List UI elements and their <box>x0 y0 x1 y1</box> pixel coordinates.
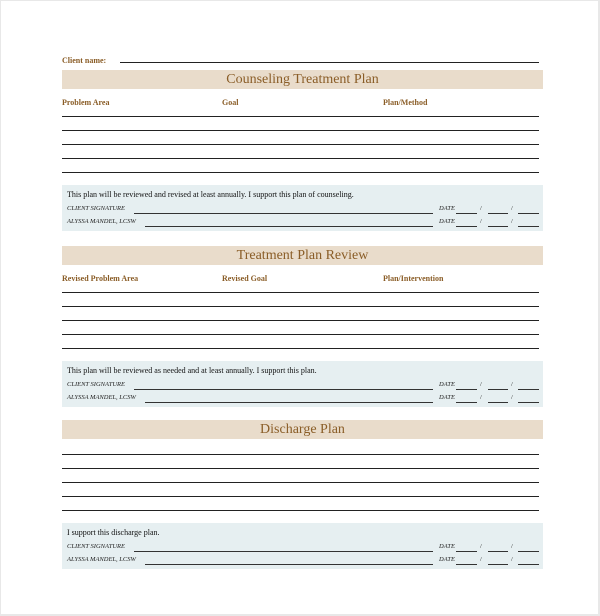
write-line[interactable] <box>62 334 539 335</box>
write-line[interactable] <box>62 292 539 293</box>
client-signature-line[interactable] <box>134 389 433 390</box>
date-year-line[interactable] <box>518 564 539 565</box>
date-day-line[interactable] <box>488 213 508 214</box>
write-line[interactable] <box>62 468 539 469</box>
date-separator: / <box>511 205 513 212</box>
date-separator: / <box>511 381 513 388</box>
date-label: DATE <box>439 556 456 563</box>
date-day-line[interactable] <box>488 564 508 565</box>
date-label: DATE <box>439 218 456 225</box>
client-signature-label: CLIENT SIGNATURE <box>67 381 125 388</box>
write-line[interactable] <box>62 144 539 145</box>
counselor-signature-row <box>67 217 539 228</box>
client-name-label: Client name: <box>62 56 107 65</box>
date-day-line[interactable] <box>488 389 508 390</box>
date-separator: / <box>480 381 482 388</box>
date-separator: / <box>511 394 513 401</box>
counselor-signature-label: ALYSSA MANDEL, LCSW <box>67 394 136 401</box>
column-header-problem-area: Problem Area <box>62 98 110 107</box>
write-line[interactable] <box>62 158 539 159</box>
date-separator: / <box>480 556 482 563</box>
date-separator: / <box>511 556 513 563</box>
date-separator: / <box>480 218 482 225</box>
date-day-line[interactable] <box>488 226 508 227</box>
counselor-signature-line[interactable] <box>145 226 433 227</box>
column-header-revised-goal: Revised Goal <box>222 274 268 283</box>
counselor-signature-line[interactable] <box>145 564 433 565</box>
write-line[interactable] <box>62 116 539 117</box>
client-signature-line[interactable] <box>134 213 433 214</box>
date-month-line[interactable] <box>456 551 477 552</box>
date-label: DATE <box>439 381 456 388</box>
review-signature-box <box>62 361 543 407</box>
date-day-line[interactable] <box>488 402 508 403</box>
date-separator: / <box>511 543 513 550</box>
column-header-goal: Goal <box>222 98 239 107</box>
date-day-line[interactable] <box>488 551 508 552</box>
write-line[interactable] <box>62 348 539 349</box>
date-month-line[interactable] <box>456 389 477 390</box>
client-signature-row <box>67 542 539 553</box>
column-header-plan-method: Plan/Method <box>383 98 428 107</box>
write-line[interactable] <box>62 454 539 455</box>
counselor-signature-line[interactable] <box>145 402 433 403</box>
discharge-agreement-statement: I support this discharge plan. <box>67 528 160 537</box>
write-line[interactable] <box>62 306 539 307</box>
column-header-revised-problem-area: Revised Problem Area <box>62 274 139 283</box>
date-month-line[interactable] <box>456 213 477 214</box>
treatment-signature-box <box>62 185 543 231</box>
date-separator: / <box>480 394 482 401</box>
form-page <box>1 1 598 614</box>
date-year-line[interactable] <box>518 551 539 552</box>
write-line[interactable] <box>62 510 539 511</box>
date-year-line[interactable] <box>518 226 539 227</box>
date-label: DATE <box>439 205 456 212</box>
review-agreement-statement: This plan will be reviewed as needed and at least annually. I support this plan. <box>67 366 317 375</box>
date-month-line[interactable] <box>456 402 477 403</box>
counselor-signature-label: ALYSSA MANDEL, LCSW <box>67 218 136 225</box>
treatment-agreement-statement: This plan will be reviewed and revised at least annually. I support this plan of counseling. <box>67 190 354 199</box>
write-line[interactable] <box>62 482 539 483</box>
write-line[interactable] <box>62 320 539 321</box>
write-line[interactable] <box>62 130 539 131</box>
client-name-field[interactable] <box>120 62 539 63</box>
date-year-line[interactable] <box>518 389 539 390</box>
counseling-treatment-plan-heading: Counseling Treatment Plan <box>62 70 543 89</box>
treatment-plan-review-heading: Treatment Plan Review <box>62 246 543 265</box>
counselor-signature-row <box>67 393 539 404</box>
client-signature-label: CLIENT SIGNATURE <box>67 543 125 550</box>
column-header-plan-intervention: Plan/Intervention <box>383 274 444 283</box>
client-signature-row <box>67 380 539 391</box>
date-separator: / <box>480 543 482 550</box>
date-separator: / <box>480 205 482 212</box>
counselor-signature-label: ALYSSA MANDEL, LCSW <box>67 556 136 563</box>
write-line[interactable] <box>62 172 539 173</box>
date-separator: / <box>511 218 513 225</box>
date-year-line[interactable] <box>518 213 539 214</box>
date-month-line[interactable] <box>456 226 477 227</box>
discharge-signature-box <box>62 523 543 569</box>
date-year-line[interactable] <box>518 402 539 403</box>
date-label: DATE <box>439 543 456 550</box>
client-signature-row <box>67 204 539 215</box>
client-signature-line[interactable] <box>134 551 433 552</box>
counselor-signature-row <box>67 555 539 566</box>
client-signature-label: CLIENT SIGNATURE <box>67 205 125 212</box>
write-line[interactable] <box>62 496 539 497</box>
date-label: DATE <box>439 394 456 401</box>
date-month-line[interactable] <box>456 564 477 565</box>
discharge-plan-heading: Discharge Plan <box>62 420 543 439</box>
